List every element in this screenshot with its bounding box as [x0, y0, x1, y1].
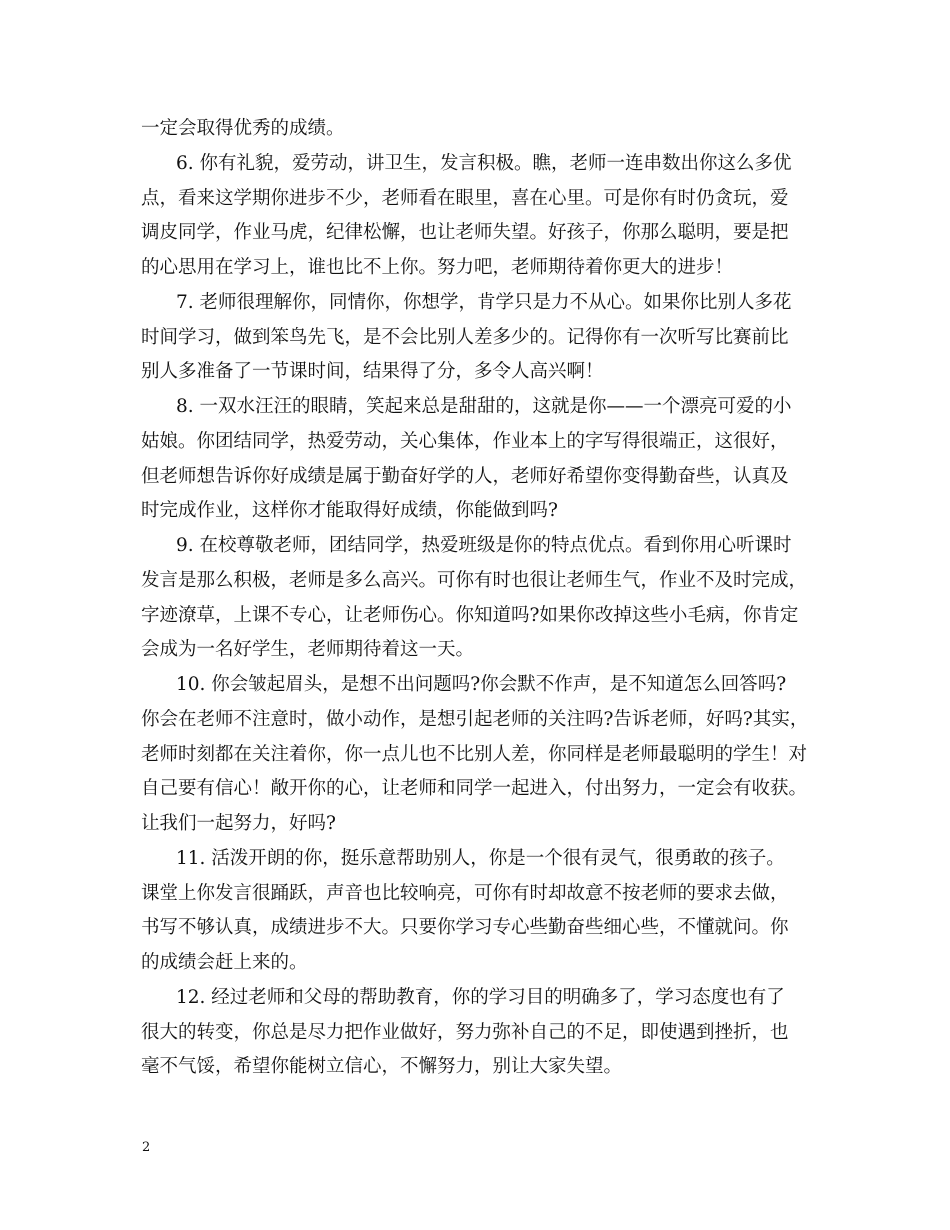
text-line-14: 发言是那么积极，老师是多么高兴。可你有时也很让老师生气，作业不及时完成， — [141, 569, 808, 591]
text-line-19: 老师时刻都在关注着你，你一点儿也不比别人差，你同样是老师最聪明的学生！对 — [141, 743, 808, 765]
text-line-2: 6. 你有礼貌，爱劳动，讲卫生，发言积极。瞧，老师一连串数出你这么多优 — [176, 152, 792, 174]
text-line-20: 自己要有信心！敞开你的心，让老师和同学一起进入，付出努力，一定会有收获。 — [141, 778, 808, 800]
text-line-8: 别人多准备了一节课时间，结果得了分，多令人高兴啊！ — [141, 361, 604, 383]
document-body — [141, 112, 823, 1085]
text-line-21: 让我们一起努力，好吗? — [141, 813, 336, 834]
text-line-11: 但老师想告诉你好成绩是属于勤奋好学的人，老师好希望你变得勤奋些，认真及 — [141, 465, 789, 487]
text-line-1: 一定会取得优秀的成绩。 — [141, 118, 345, 139]
text-line-18: 你会在老师不注意时，做小动作，是想引起老师的关注吗?告诉老师，好吗?其实， — [141, 708, 809, 730]
text-line-27: 很大的转变，你总是尽力把作业做好，努力弥补自己的不足，即使遇到挫折，也 — [141, 1021, 789, 1043]
text-line-3: 点，看来这学期你进步不少，老师看在眼里，喜在心里。可是你有时仍贪玩，爱 — [141, 187, 789, 209]
text-line-6: 7. 老师很理解你，同情你，你想学，肯学只是力不从心。如果你比别人多花 — [176, 291, 792, 313]
text-line-25: 的成绩会赶上来的。 — [141, 952, 308, 973]
text-line-16: 会成为一名好学生，老师期待着这一天。 — [141, 639, 475, 661]
text-line-17: 10. 你会皱起眉头，是想不出问题吗?你会默不作声，是不知道怎么回答吗? — [176, 674, 787, 695]
text-line-10: 姑娘。你团结同学，热爱劳动，关心集体，作业本上的字写得很端正，这很好， — [141, 430, 789, 452]
text-line-22: 11. 活泼开朗的你，挺乐意帮助别人，你是一个很有灵气，很勇敢的孩子。 — [176, 847, 785, 869]
text-line-7: 时间学习，做到笨鸟先飞，是不会比别人差多少的。记得你有一次听写比赛前比 — [141, 326, 789, 348]
page-number: 2 — [142, 1140, 151, 1155]
text-line-24: 书写不够认真，成绩进步不大。只要你学习专心些勤奋些细心些，不懂就问。你 — [141, 917, 789, 939]
text-line-9: 8. 一双水汪汪的眼睛，笑起来总是甜甜的，这就是你——一个漂亮可爱的小 — [176, 396, 792, 417]
text-line-26: 12. 经过老师和父母的帮助教育，你的学习目的明确多了，学习态度也有了 — [176, 986, 785, 1008]
text-line-15: 字迹潦草，上课不专心，让老师伤心。你知道吗?如果你改掉这些小毛病，你肯定 — [141, 604, 799, 626]
text-line-28: 毫不气馁，希望你能树立信心，不懈努力，别让大家失望。 — [141, 1056, 623, 1078]
text-line-4: 调皮同学，作业马虎，纪律松懈，也让老师失望。好孩子，你那么聪明，要是把 — [141, 222, 789, 244]
text-line-23: 课堂上你发言很踊跃，声音也比较响亮，可你有时却故意不按老师的要求去做， — [141, 882, 789, 904]
text-line-12: 时完成作业，这样你才能取得好成绩，你能做到吗? — [141, 500, 558, 522]
text-line-5: 的心思用在学习上，谁也比不上你。努力吧，老师期待着你更大的进步！ — [141, 257, 734, 278]
text-line-13: 9. 在校尊敬老师，团结同学，热爱班级是你的特点优点。看到你用心听课时 — [176, 535, 792, 556]
